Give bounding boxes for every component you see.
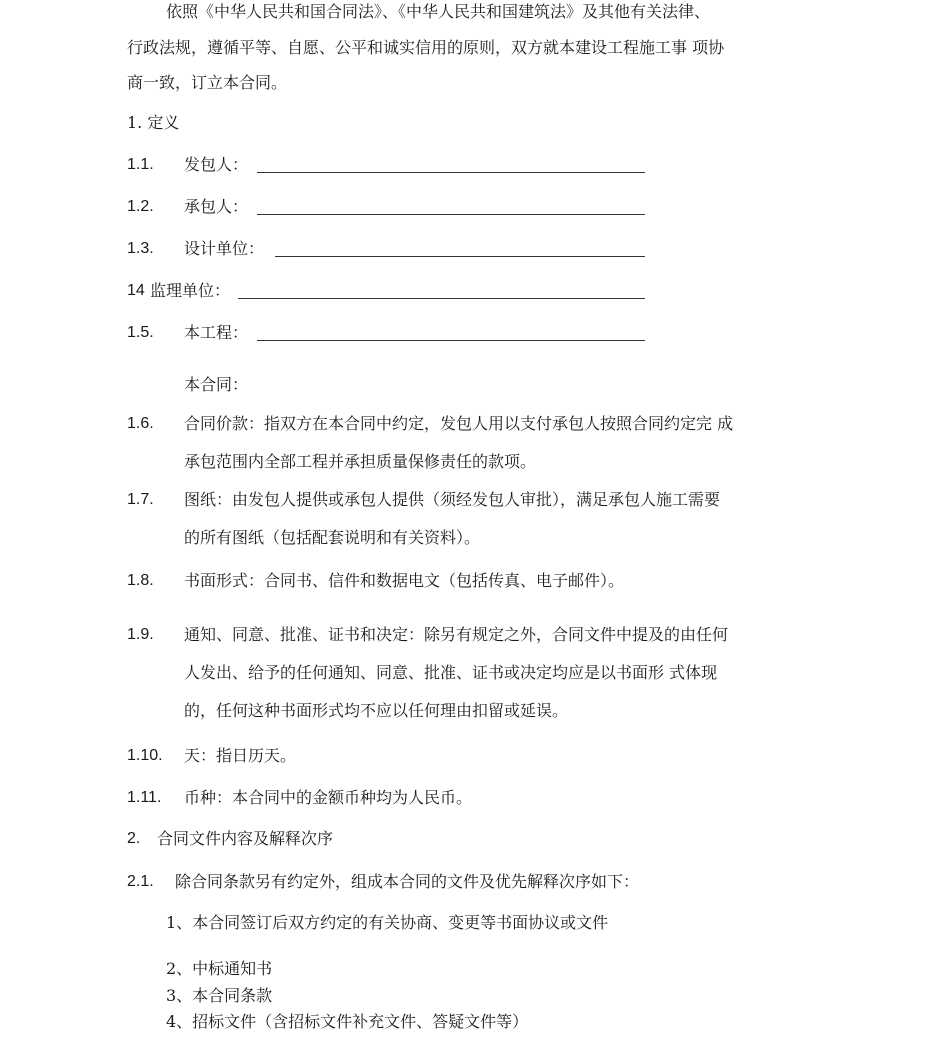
supervisor-blank-line[interactable] [238,298,645,299]
intro-line-2: 行政法规，遵循平等、自愿、公平和诚实信用的原则，双方就本建设工程施工事 项协 [127,38,725,57]
item-1-11-line-1: 币种：本合同中的金额币种均为人民币。 [184,788,473,807]
order-list-item-3: 3、本合同条款 [166,986,273,1005]
section-1-heading: 1. 定义 [127,113,180,132]
designer-blank-line[interactable] [275,256,645,257]
intro-line-1: 依照《中华人民共和国合同法》、《中华人民共和国建筑法》及其他有关法律、 [166,2,711,21]
item-1-7-number: 1.7. [127,491,154,508]
item-1-8-line-1: 书面形式：合同书、信件和数据电文（包括传真、电子邮件）。 [184,571,625,590]
intro-line-3: 商一致，订立本合同。 [127,73,288,92]
item-1-4-label: 监理单位： [150,281,231,300]
order-list-item-2: 2、中标通知书 [166,959,273,978]
section-2-number: 2. [127,830,141,847]
item-1-7-line-2: 的所有图纸（包括配套说明和有关资料）。 [184,528,481,547]
item-1-6-number: 1.6. [127,415,154,432]
item-1-2-number: 1.2. [127,198,154,215]
item-1-4-number: 14 [127,282,145,299]
item-1-6-line-1: 合同价款：指双方在本合同中约定，发包人用以支付承包人按照合同约定完 成 [184,414,734,433]
item-1-10-number: 1.10. [127,747,163,764]
item-1-9-line-1: 通知、同意、批准、证书和决定：除另有规定之外，合同文件中提及的由任何 [184,625,729,644]
item-1-7-line-1: 图纸：由发包人提供或承包人提供（须经发包人审批），满足承包人施工需要 [184,490,721,509]
item-1-5-number: 1.5. [127,324,154,341]
item-1-1-number: 1.1. [127,156,154,173]
item-1-9-number: 1.9. [127,626,154,643]
item-2-1-number: 2.1. [127,873,154,890]
item-1-3-label: 设计单位： [184,239,265,258]
item-1-11-number: 1.11. [127,789,162,806]
contractor-blank-line[interactable] [257,214,645,215]
item-1-2-label: 承包人： [184,197,249,216]
section-2-heading: 合同文件内容及解释次序 [157,829,334,848]
item-1-9-line-3: 的，任何这种书面形式均不应以任何理由扣留或延误。 [184,701,569,720]
employer-blank-line[interactable] [257,172,645,173]
item-1-9-line-2: 人发出、给予的任何通知、同意、批准、证书或决定均应是以书面形 式体现 [184,663,718,682]
order-list-item-1: 1、本合同签订后双方约定的有关协商、变更等书面协议或文件 [166,913,609,932]
item-1-10-line-1: 天：指日历天。 [184,746,297,765]
item-2-1-text: 除合同条款另有约定外，组成本合同的文件及优先解释次序如下： [175,872,640,891]
item-1-6-line-2: 承包范围内全部工程并承担质量保修责任的款项。 [184,452,537,471]
contract-label: 本合同： [184,375,249,394]
item-1-8-number: 1.8. [127,572,154,589]
order-list-item-4: 4、招标文件（含招标文件补充文件、答疑文件等） [166,1012,529,1031]
project-blank-line[interactable] [257,340,645,341]
item-1-5-label: 本工程： [184,323,249,342]
item-1-3-number: 1.3. [127,240,154,257]
item-1-1-label: 发包人： [184,155,249,174]
